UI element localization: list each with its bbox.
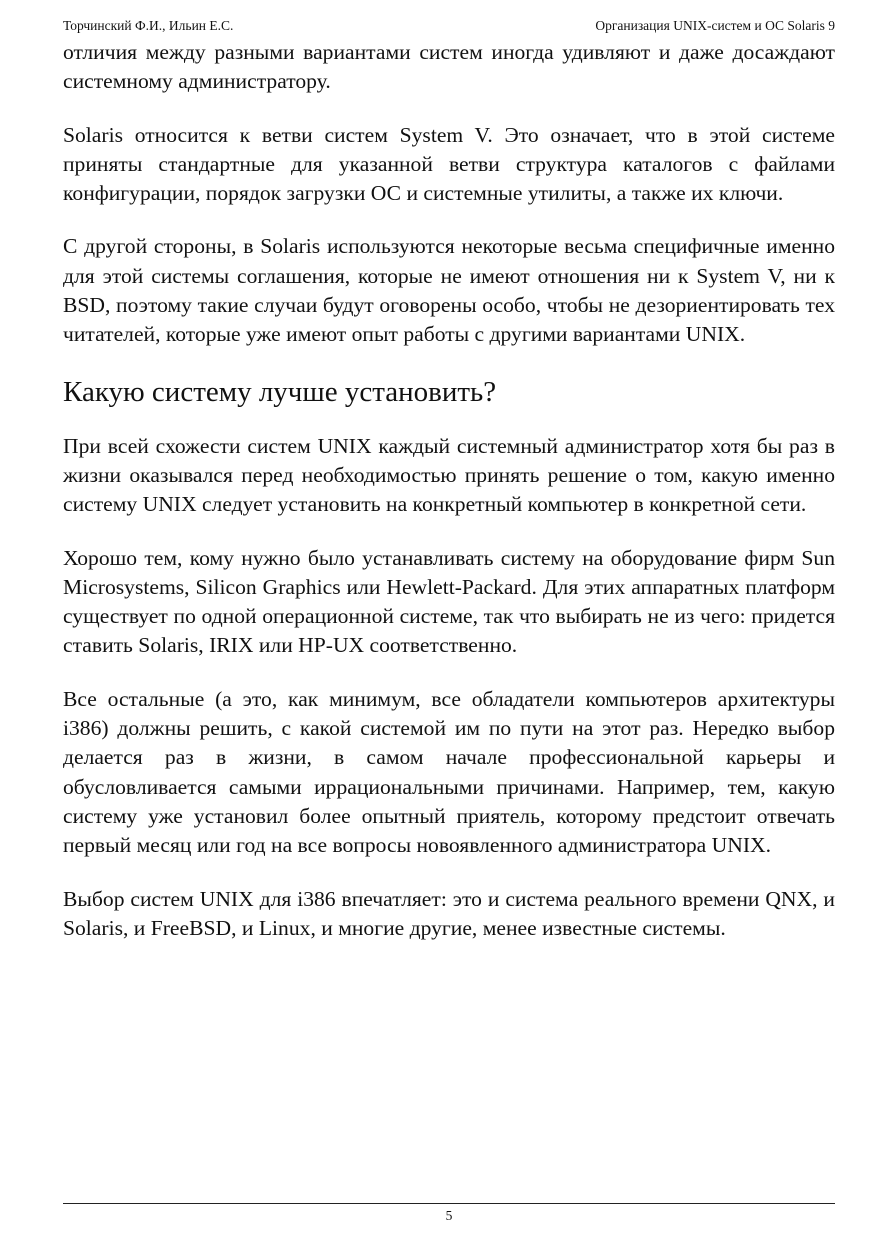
header-authors: Торчинский Ф.И., Ильин Е.С. xyxy=(63,18,234,33)
running-header xyxy=(63,17,835,35)
paragraph: С другой стороны, в Solaris используются некоторые весьма специфичные именно для этой системы соглашения, которые не имеют отношения ни к System V, ни к BSD, поэтому такие случаи будут оговорены особо, чтобы не дезориентировать тех читателей, которые уже имеют опыт работы с другими вариантами UNIX. xyxy=(63,234,835,347)
body-text xyxy=(63,38,835,967)
paragraph: Все остальные (а это, как минимум, все обладатели компьютеров архитектуры i386) должны решить, с какой системой им по пути на этот раз. Нередко выбор делается раз в жизни, в самом начале профессиональной карьеры и обусловливается самыми иррациональными причинами. Например, тем, какую систему уже установил более опытный приятель, которому предстоит отвечать первый месяц или год на все вопросы новоявленного администратора UNIX. xyxy=(63,686,835,858)
paragraph: Хорошо тем, кому нужно было устанавливать систему на оборудование фирм Sun Microsystems, Silicon Graphics или Hewlett-Packard. Для этих аппаратных платформ существует по одной операционной системе, так что выбирать не из чего: придется ставить Solaris, IRIX или HP-UX соответственно. xyxy=(63,545,835,658)
paragraph: При всей схожести систем UNIX каждый системный администратор хотя бы раз в жизни оказывался перед необходимостью принять решение о том, какую именно систему UNIX следует установить на конкретный компьютер в конкретной сети. xyxy=(63,433,835,517)
document-page xyxy=(63,0,835,1241)
footer-divider xyxy=(63,1203,835,1204)
paragraph: Solaris относится к ветви систем System V. Это означает, что в этой системе приняты стандартные для указанной ветви структура каталогов с файлами конфигурации, порядок загрузки ОС и системные утилиты, а также их ключи. xyxy=(63,122,835,206)
section-heading: Какую систему лучше установить? xyxy=(63,375,497,408)
paragraph: отличия между разными вариантами систем иногда удивляют и даже досаждают системному администратору. xyxy=(63,40,835,94)
paragraph: Выбор систем UNIX для i386 впечатляет: это и система реального времени QNX, и Solaris, и FreeBSD, и Linux, и многие другие, менее известные системы. xyxy=(63,886,835,940)
page-number: 5 xyxy=(445,1208,453,1223)
header-book-title: Организация UNIX-систем и ОС Solaris 9 xyxy=(595,18,835,33)
